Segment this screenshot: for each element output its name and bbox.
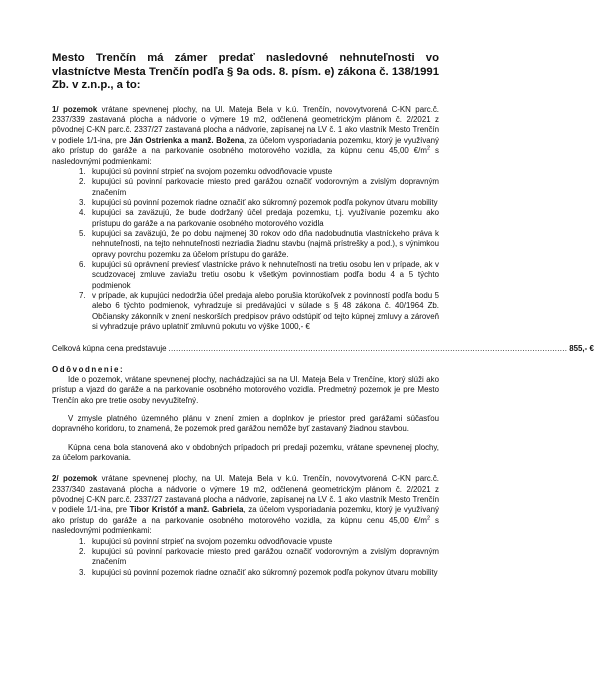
condition-item — [79, 536, 439, 547]
condition-number: 7. — [79, 290, 86, 300]
condition-text: kupujúci sú povinní parkovacie miesto pred garážou označiť vodorovným a zvislým dopravným značením — [92, 177, 439, 197]
condition-item — [79, 259, 439, 291]
section-1-intro-c: s nasledovnými podmienkami: — [52, 146, 439, 166]
condition-number: 2. — [79, 177, 86, 187]
condition-item — [79, 290, 439, 332]
justification-paragraph-3: Kúpna cena bola stanovená ako v obdobných prípadoch pri predaji pozemku, vrátane spevnenej plochy, za účelom parkovania. — [52, 442, 439, 463]
total-price-value: 855,- € — [569, 344, 594, 354]
condition-text: v prípade, ak kupujúci nedodržia účel predaja alebo porušia ktorúkoľvek z povinností podľa bodu 5 alebo 6 týchto podmienok, vyhradzuje si predávajúci v súlade s § 48 zákona č. 40/1964 Zb. Občiansky zákonník v znení neskorších predpisov právo odstúpiť od tejto kúpnej zmluvy a zároveň si vyhradzuje právo uplatniť zmluvnú pokutu vo výške 1000,- € — [92, 290, 439, 331]
section-2-intro-a: vrátane spevnenej plochy, na Ul. Mateja Bela v k.ú. Trenčín, novovytvorená C-KN parc.č. 2337/340 zastavaná plocha a nádvorie o výmere 19 m2, odčlenená geometrickým plánom č. 2/2021 z pôvodnej C-KN parc.č. 2337/27 zastavaná plocha a nádvorie, zapísanej na LV č. 1 ako vlastník Mesto Trenčín v podiele 1/1-ina, pre — [52, 474, 439, 515]
condition-text: kupujúci sú oprávnení previesť vlastnícke právo k nehnuteľnosti na tretiu osobu len v prípade, ak v scudzovacej zmluve zaviažu tretiu osobu k všetkým povinnostiam podľa bodu 4 a 5 týchto podmienok — [92, 259, 439, 290]
section-2-intro-sup: 2 — [426, 515, 431, 522]
condition-number: 2. — [79, 546, 86, 556]
document-title: Mesto Trenčín má zámer predať nasledovné nehnuteľnosti vo vlastníctve Mesta Trenčín podľa § 9a ods. 8. písm. e) zákona č. 138/1991 Zb. v z.n.p., a to: — [52, 52, 439, 92]
condition-number: 1. — [79, 536, 86, 546]
justification-paragraph-2: V zmysle platného územného plánu v znení zmien a doplnkov je priestor pred garážami súčasťou dopravného koridoru, to znamená, že pozemok pred garážou nemôže byť zastavaný žiadnou stavbou. — [52, 414, 439, 434]
condition-number: 3. — [79, 567, 86, 577]
condition-item — [79, 567, 439, 578]
condition-text: kupujúci sa zaväzujú, že bude dodržaný účel predaja pozemku, t.j. využívanie pozemku ako prístupu do garáže a na parkovanie osobného motorového vozidla — [92, 208, 439, 228]
justification-paragraph-1: Ide o pozemok, vrátane spevnenej plochy, nachádzajúci sa na Ul. Mateja Bela v Trenčíne, ktorý slúži ako prístup a vjazd do garáže a na parkovanie osobného motorového vozidla. Predmetný pozemok je pre Mesto Trenčín ako pre tretie osoby nevyužiteľný. — [52, 375, 439, 405]
section-1-label: 1/ pozemok — [52, 104, 98, 114]
condition-number: 6. — [79, 259, 86, 269]
condition-text: kupujúci sa zaväzujú, že po dobu najmenej 30 rokov odo dňa nadobudnutia vlastníckeho práva k nehnuteľnosti, na tejto nehnuteľnosti nezriadia žiadnu stavbu (najmä prístrešky a pod.), s výnimkou opravy povrchu pozemku za účelom prístupu do garáže. — [92, 228, 439, 259]
total-price-line — [52, 344, 594, 354]
condition-item — [79, 177, 439, 198]
condition-number: 3. — [79, 197, 86, 207]
total-price-leader: ................................................................................................................................................................ — [168, 344, 568, 354]
justification-heading: Odôvodnenie: — [52, 364, 125, 374]
total-price-label: Celková kúpna cena predstavuje — [52, 344, 167, 354]
condition-item — [79, 546, 439, 568]
section-1-intro-a: vrátane spevnenej plochy, na Ul. Mateja Bela v k.ú. Trenčín, novovytvorená C-KN parc.č. 2337/339 zastavaná plocha a nádvorie o výmere 19 m2, odčlenená geometrickým plánom č. 2/2021 z pôvodnej C-KN parc.č. 2337/27 zastavaná plocha a nádvorie, zapísanej na LV č. 1 ako vlastník Mesto Trenčín v podiele 1/1-ina, pre — [52, 104, 439, 145]
section-2-buyer: Tibor Kristóf a manž. Gabriela — [129, 505, 244, 515]
section-2-intro-c: s nasledovnými podmienkami: — [52, 515, 439, 536]
condition-text: kupujúci sú povinní parkovacie miesto pred garážou označiť vodorovným a zvislým dopravným značením — [92, 546, 439, 567]
condition-number: 5. — [79, 228, 86, 238]
section-1-conditions — [52, 167, 439, 333]
section-1-intro-sup: 2 — [426, 145, 431, 152]
section-2-intro-b: , za účelom vysporiadania pozemku, ktorý je využívaný ako prístup do garáže a na parkovanie osobného motorového vozidla, za kúpnu cenu 45,00 €/m — [52, 505, 440, 525]
condition-text: kupujúci sú povinní pozemok riadne označiť ako súkromný pozemok podľa pokynov útvaru mobility — [92, 197, 438, 207]
condition-item — [79, 166, 439, 177]
condition-item — [79, 228, 439, 260]
section-2-conditions — [52, 537, 439, 578]
section-1-intro-b: , za účelom vysporiadania pozemku, ktorý je využívaný ako prístup do garáže a na parkovanie osobného motorového vozidla, za kúpnu cenu 45,00 €/m — [52, 135, 439, 156]
section-1-buyer: Ján Ostrienka a manž. Božena — [129, 135, 245, 145]
condition-text: kupujúci sú povinní strpieť na svojom pozemku odvodňovacie vpuste — [92, 536, 333, 546]
condition-text: kupujúci sú povinní strpieť na svojom pozemku odvodňovacie vpuste — [92, 166, 333, 176]
condition-item — [79, 208, 439, 229]
condition-number: 1. — [79, 166, 86, 176]
section-2-intro — [52, 474, 439, 536]
section-1-intro — [52, 105, 439, 167]
condition-text: kupujúci sú povinní pozemok riadne označiť ako súkromný pozemok podľa pokynov útvaru mobility — [92, 567, 438, 577]
section-2-label: 2/ pozemok — [52, 474, 98, 484]
condition-number: 4. — [79, 208, 86, 218]
condition-item — [79, 197, 439, 208]
